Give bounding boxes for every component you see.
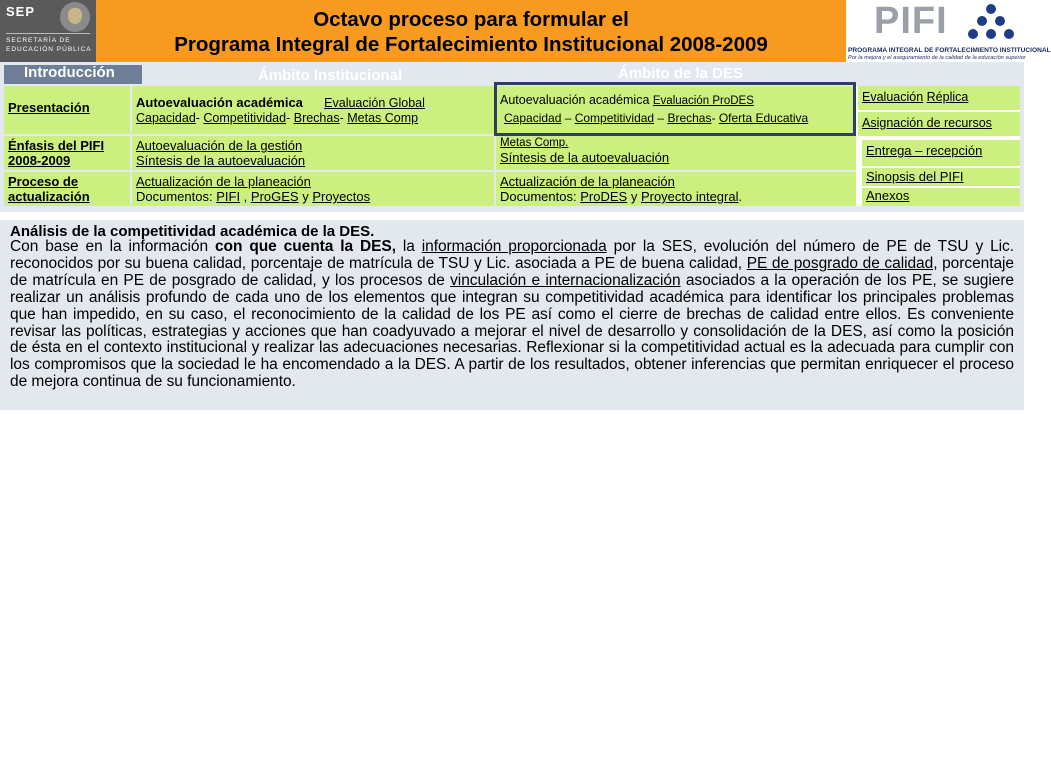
entrega-recepcion-link[interactable]: Entrega – recepción: [866, 143, 983, 158]
para-underline-1: información proporcionada: [421, 238, 607, 255]
intro-link[interactable]: Introducción: [24, 64, 115, 81]
presentacion-link[interactable]: Presentación: [8, 100, 90, 115]
para-text-2: la: [395, 238, 422, 255]
brechas-inst-link[interactable]: Brechas: [293, 111, 340, 125]
para-text-1: Con base en la información: [10, 238, 215, 255]
capacidad-des-link[interactable]: Capacidad: [504, 111, 562, 125]
pifi-logo-line1: PROGRAMA INTEGRAL DE FORTALECIMIENTO INSTITUCIONAL: [848, 47, 1051, 54]
sinopsis-pifi-link[interactable]: Sinopsis del PIFI: [866, 169, 964, 184]
competitividad-inst-link[interactable]: Competitividad: [203, 111, 287, 125]
competitividad-des-link[interactable]: Competitividad: [574, 111, 655, 125]
proceso-cell[interactable]: [4, 172, 130, 206]
documentos-inst-label: Documentos:: [136, 189, 213, 204]
pifi-spheres-icon: [964, 3, 1018, 45]
sep-logo-divider: [6, 33, 90, 34]
asignacion-recursos-link[interactable]: Asignación de recursos: [862, 116, 992, 130]
planeacion-des-cell: Actualización de la planeación Documentos: ProDES y Proyecto integral.: [496, 172, 856, 206]
sintesis-des-cell: [496, 136, 856, 170]
conjunction-y: y: [302, 189, 309, 204]
para-text-4: , porcentaje de matrícula en PE de posgrado de calidad, y los procesos de: [10, 254, 1015, 289]
sintesis-inst-link[interactable]: Síntesis de la autoevaluación: [136, 153, 306, 168]
autoeval-des-label: Autoevaluación académica: [500, 93, 650, 107]
conjunction-y-des: y: [630, 189, 638, 204]
autoeval-inst-cell: Autoevaluación académica Evaluación Global Capacidad- Competitividad- Brechas- Metas Comp: [132, 86, 494, 134]
replica-link[interactable]: Réplica: [926, 90, 969, 104]
anexos-link[interactable]: Anexos: [866, 188, 910, 203]
title-banner: [96, 0, 846, 62]
pifi-logo-word: PIFI: [874, 0, 948, 42]
pifi-doc-link[interactable]: PIFI: [216, 189, 241, 204]
actualizacion-inst-link[interactable]: Actualización de la planeación: [136, 174, 311, 189]
para-text-5: asociados a la operación de los PE, se sugiere realizar un análisis profundo de cada uno de los elementos que integran su competitividad académica para identificar los principales problemas que han impedido, en su caso, el reconocimiento de la calidad de los PE así como el cierre de brechas de calidad entre ellos. Es conveniente revisar las políticas, estrategias y acciones que han coadyuvado a mejorar el nivel de desarrollo y consolidación de la DES, así como la posición de ésta en el contexto institucional y realizar las adecuaciones necesarias. Reflexionar si la competitividad actual es la adecuada para cumplir con los compromisos que la sociedad le ha encomendado a la DES. A partir de los resultados, obtener inferencias que permitan enriquecer el proceso de mejora continua de su funcionamiento.: [10, 271, 1014, 391]
sep-logo-line2: EDUCACIÓN PÚBLICA: [6, 46, 92, 53]
sep-logo-subtitle: [6, 36, 92, 54]
capacidad-inst-link[interactable]: Capacidad: [136, 111, 196, 125]
content-paragraph: [10, 239, 1014, 391]
actualizacion-des-link[interactable]: Actualización de la planeación: [500, 174, 675, 189]
evaluacion-replica-cell: [858, 86, 1020, 110]
evaluacion-global-link[interactable]: Evaluación Global: [324, 96, 425, 110]
page-title-line2: Programa Integral de Fortalecimiento Institucional 2008-2009: [174, 33, 768, 56]
prodes-link[interactable]: ProDES: [580, 189, 628, 204]
metas-des-link[interactable]: Metas Comp.: [500, 137, 569, 149]
enfasis-cell[interactable]: [4, 136, 130, 170]
proyectos-link[interactable]: Proyectos: [312, 189, 371, 204]
anexos-cell: [862, 188, 1020, 206]
eagle-emblem-icon: [60, 2, 90, 32]
pifi-logo: [846, 0, 1051, 64]
asignacion-cell: [858, 112, 1020, 136]
proges-link[interactable]: ProGES: [250, 189, 299, 204]
content-panel: [0, 220, 1024, 410]
page-title-line1: Octavo proceso para formular el: [313, 8, 629, 31]
para-text-3: por la SES, evolución del número de PE de TSU y Lic. reconocidos por su buena calidad, porcentaje de matrícula de TSU y Lic. asociada a PE de buena calidad,: [10, 238, 1014, 272]
presentacion-cell[interactable]: [4, 86, 130, 134]
gestion-cell: [132, 136, 494, 170]
ambito-institucional-label: Ámbito Institucional: [258, 67, 403, 84]
sep-logo-word: SEP: [6, 4, 36, 19]
evaluacion-link[interactable]: Evaluación: [862, 90, 924, 104]
para-underline-2: PE de posgrado de calidad: [746, 254, 934, 272]
proyecto-integral-link[interactable]: Proyecto integral: [640, 189, 739, 204]
current-step-highlight: [494, 82, 856, 136]
pifi-logo-line2: Por la mejora y el aseguramiento de la calidad de la educación superior: [848, 55, 1026, 61]
autoeval-gestion-link[interactable]: Autoevaluación de la gestión: [136, 138, 303, 153]
proceso-link[interactable]: Proceso de actualización: [8, 174, 90, 204]
evaluacion-prodes-link[interactable]: Evaluación ProDES: [652, 95, 754, 107]
brechas-des-link[interactable]: Brechas: [667, 111, 712, 125]
content-heading: Análisis de la competitividad académica de la DES.: [10, 223, 375, 240]
para-emphasis-1: con que cuenta la DES,: [214, 238, 396, 255]
sinopsis-cell: [862, 168, 1020, 186]
autoeval-inst-label: Autoevaluación académica: [136, 95, 303, 110]
metas-inst-link[interactable]: Metas Comp: [347, 111, 419, 125]
entrega-cell: [862, 140, 1020, 166]
para-underline-3: vinculación e internacionalización: [450, 271, 681, 289]
ambito-des-label: Ámbito de la DES: [618, 65, 744, 82]
sep-logo: [0, 0, 96, 62]
sintesis-des-link[interactable]: Síntesis de la autoevaluación: [500, 150, 670, 165]
oferta-educativa-link[interactable]: Oferta Educativa: [718, 111, 809, 125]
sep-logo-line1: SECRETARÍA DE: [6, 37, 71, 44]
planeacion-inst-cell: Actualización de la planeación Documentos: PIFI , ProGES y Proyectos: [132, 172, 494, 206]
documentos-des-label: Documentos:: [500, 189, 577, 204]
autoeval-des-cell: Autoevaluación académica Evaluación ProDES Capacidad – Competitividad – Brechas- Oferta Educativa: [496, 86, 856, 134]
enfasis-link[interactable]: Énfasis del PIFI 2008-2009: [8, 138, 105, 168]
